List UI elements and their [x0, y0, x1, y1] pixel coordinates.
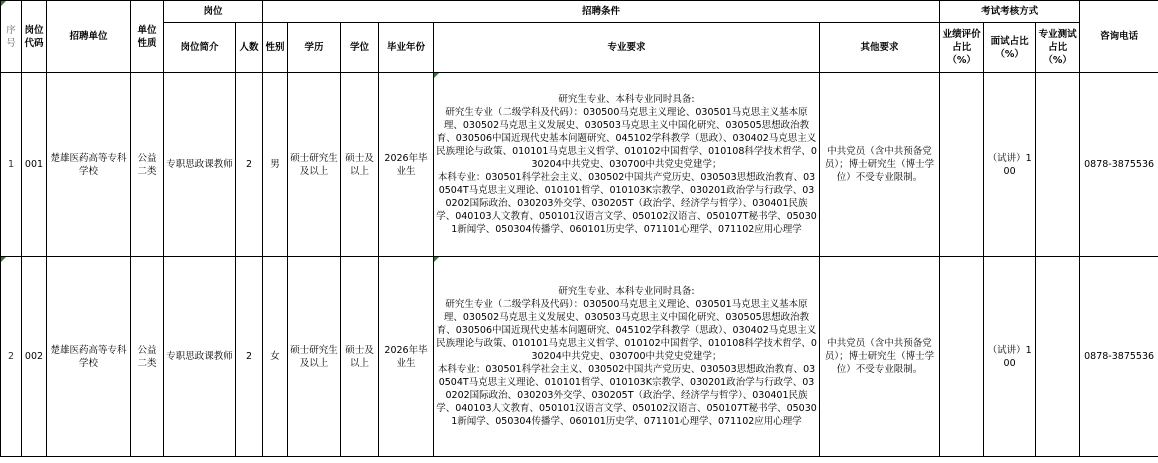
cell-post-intro: 专职思政课教师	[164, 73, 236, 257]
cell-post-code: 001	[22, 73, 47, 257]
header-unit: 招聘单位	[47, 1, 131, 73]
cell-unit: 楚雄医药高等专科学校	[47, 73, 131, 257]
cell-degree: 硕士及以上	[341, 257, 379, 457]
cell-count: 2	[236, 73, 263, 257]
header-post-intro: 岗位简介	[164, 23, 236, 73]
header-grad-year: 毕业年份	[379, 23, 434, 73]
cell-other-req: 中共党员（含中共预备党员）；博士研究生（博士学位）不受专业限制。	[820, 73, 940, 257]
cell-score-ratio	[940, 73, 984, 257]
cell-interview-ratio: （试讲）100	[984, 257, 1036, 457]
cell-score-ratio	[940, 257, 984, 457]
header-post-group: 岗位	[164, 1, 263, 23]
cell-unit: 楚雄医药高等专科学校	[47, 257, 131, 457]
cell-post-intro: 专职思政课教师	[164, 257, 236, 457]
cell-prof-test-ratio	[1036, 257, 1080, 457]
cell-phone: 0878-3875536	[1080, 257, 1158, 457]
header-post-code: 岗位代码	[22, 1, 47, 73]
cell-interview-ratio: （试讲）100	[984, 73, 1036, 257]
table-row	[1, 257, 1158, 457]
cell-degree: 硕士及以上	[341, 73, 379, 257]
header-conditions-group: 招聘条件	[263, 1, 940, 23]
cell-major-req: 研究生专业、本科专业同时具备: 研究生专业（二级学科及代码）：030500马克思主义理论、030501马克思主义基本原理、030502马克思主义发展史、030503马克思主义中国化研究、030505思想政治教育、030506中国近现代史基本问题研究、045102学科教学（思政）、030402马克思主义民族理论与政策、010101马克思主义哲学、010102中国哲学、010108科学技术哲学、030204中共党史、030700中共党史党建学； 本科专业：030501科学社会主义、030502中国共产党历史、030503思想政治教育、030504T马克思主义理论、010101哲学、010103K宗教学、030201政治学与行政学、030202国际政治、030203外交学、030205T（政治学、经济学与哲学）、030401民族学、040103人文教育、050101汉语言文学、050102汉语言、050107T秘书学、050301新闻学、050304传播学、060101历史学、071101心理学、071102应用心理学	[434, 73, 820, 257]
cell-post-code: 002	[22, 257, 47, 457]
cell-grad-year: 2026年毕业生	[379, 73, 434, 257]
header-gender: 性别	[263, 23, 288, 73]
cell-count: 2	[236, 257, 263, 457]
cell-education: 硕士研究生及以上	[288, 257, 341, 457]
cell-grad-year: 2026年毕业生	[379, 257, 434, 457]
header-unit-nature: 单位性质	[131, 1, 164, 73]
header-other-req: 其他要求	[820, 23, 940, 73]
cell-unit-nature: 公益二类	[131, 257, 164, 457]
header-degree: 学位	[341, 23, 379, 73]
cell-other-req: 中共党员（含中共预备党员）；博士研究生（博士学位）不受专业限制。	[820, 257, 940, 457]
cell-seq: 1	[1, 73, 22, 257]
header-seq: 序号	[1, 1, 22, 73]
header-phone: 咨询电话	[1080, 1, 1158, 73]
cell-major-req: 研究生专业、本科专业同时具备: 研究生专业（二级学科及代码）：030500马克思主义理论、030501马克思主义基本原理、030502马克思主义发展史、030503马克思主义中国化研究、030505思想政治教育、030506中国近现代史基本问题研究、045102学科教学（思政）、030402马克思主义民族理论与政策、010101马克思主义哲学、010102中国哲学、010108科学技术哲学、030204中共党史、030700中共党史党建学； 本科专业：030501科学社会主义、030502中国共产党历史、030503思想政治教育、030504T马克思主义理论、010101哲学、010103K宗教学、030201政治学与行政学、030202国际政治、030203外交学、030205T（政治学、经济学与哲学）、030401民族学、040103人文教育、050101汉语言文学、050102汉语言、050107T秘书学、050301新闻学、050304传播学、060101历史学、071101心理学、071102应用心理学	[434, 257, 820, 457]
cell-gender: 男	[263, 73, 288, 257]
header-score-ratio: 业绩评价占比（%）	[940, 23, 984, 73]
header-major-req: 专业要求	[434, 23, 820, 73]
cell-phone: 0878-3875536	[1080, 73, 1158, 257]
header-prof-test-ratio: 专业测试占比（%）	[1036, 23, 1080, 73]
cell-education: 硕士研究生及以上	[288, 73, 341, 257]
header-exam-group: 考试考核方式	[940, 1, 1080, 23]
header-interview-ratio: 面试占比（%）	[984, 23, 1036, 73]
cell-seq: 2	[1, 257, 22, 457]
cell-unit-nature: 公益二类	[131, 73, 164, 257]
header-education: 学历	[288, 23, 341, 73]
cell-gender: 女	[263, 257, 288, 457]
table-row	[1, 73, 1158, 257]
cell-prof-test-ratio	[1036, 73, 1080, 257]
header-count: 人数	[236, 23, 263, 73]
